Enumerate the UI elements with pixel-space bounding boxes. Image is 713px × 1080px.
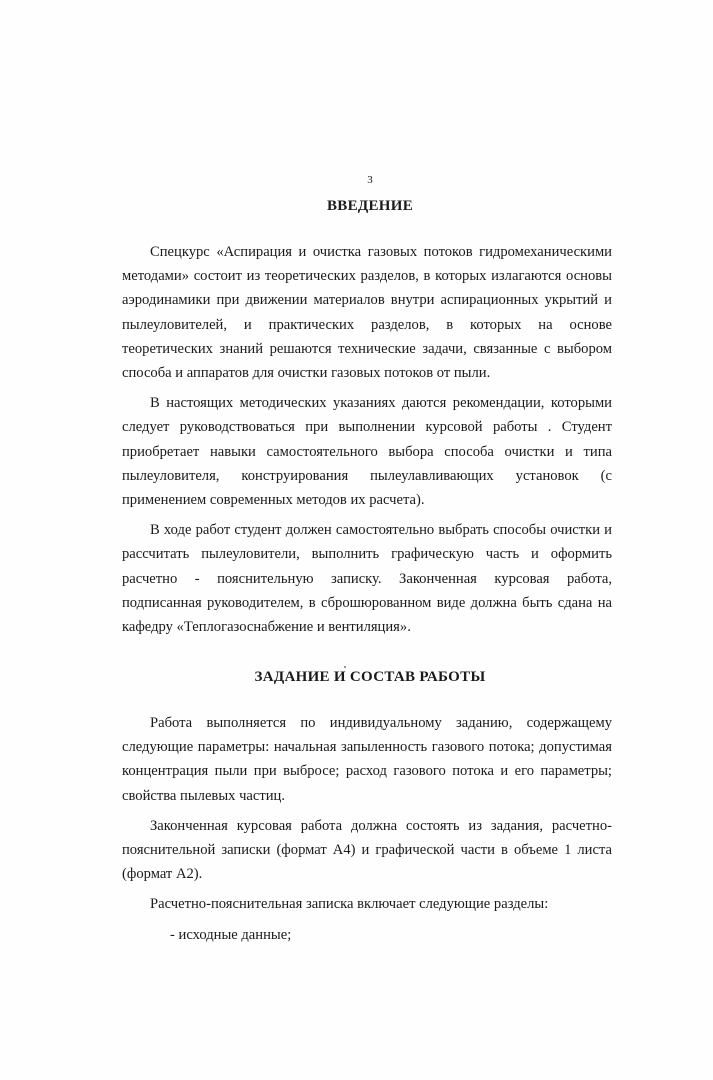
task-paragraph: Расчетно-пояснительная записка включает следующие разделы: <box>150 896 549 913</box>
task-paragraph: Законченная курсовая работа должна состоять из задания, расчетно-пояснительной записки (формат А4) и графической части в объеме 1 листа (формат А2). <box>122 817 612 883</box>
intro-paragraph: В настоящих методических указаниях даются рекомендации, которыми следует руководствоваться при выполнении курсовой работы . Студент приобретает навыки самостоятельного выбора способа очистки и типа пылеуловителя, конструирования пылеулавливающих установок (с применением современных методов их расчета). <box>122 395 612 509</box>
list-item: - исходные данные; <box>170 926 292 943</box>
intro-text <box>122 240 612 639</box>
scan-speck <box>344 666 346 668</box>
task-text <box>122 711 612 947</box>
section-heading-task: ЗАДАНИЕ И СОСТАВ РАБОТЫ <box>254 669 486 685</box>
intro-paragraph: Спецкурс «Аспирация и очистка газовых потоков гидромеханическими методами» состоит из теоретических разделов, в которых излагаются основы аэродинамики при движении материалов внутри аспирационных укрытий и пылеуловителей, и практических разделов, в которых на основе теоретических знаний решаются технические задачи, связанные с выбором способа и аппаратов для очистки газовых потоков от пыли. <box>122 244 612 382</box>
task-paragraph: Работа выполняется по индивидуальному заданию, содержащему следующие параметры: начальная запыленность газового потока; допустимая концентрация пыли при выбросе; расход газового потока и его параметры; свойства пылевых частиц. <box>122 715 612 804</box>
section-heading-intro: ВВЕДЕНИЕ <box>326 198 414 214</box>
intro-paragraph: В ходе работ студент должен самостоятельно выбрать способы очистки и рассчитать пылеуловители, выполнить графическую часть и оформить расчетно - пояснительную записку. Законченная курсовая работа, подписанная руководителем, в сброшюрованном виде должна быть сдана на кафедру «Теплогазоснабжение и вентиляция». <box>122 522 612 636</box>
page-number: 3 <box>367 174 373 186</box>
